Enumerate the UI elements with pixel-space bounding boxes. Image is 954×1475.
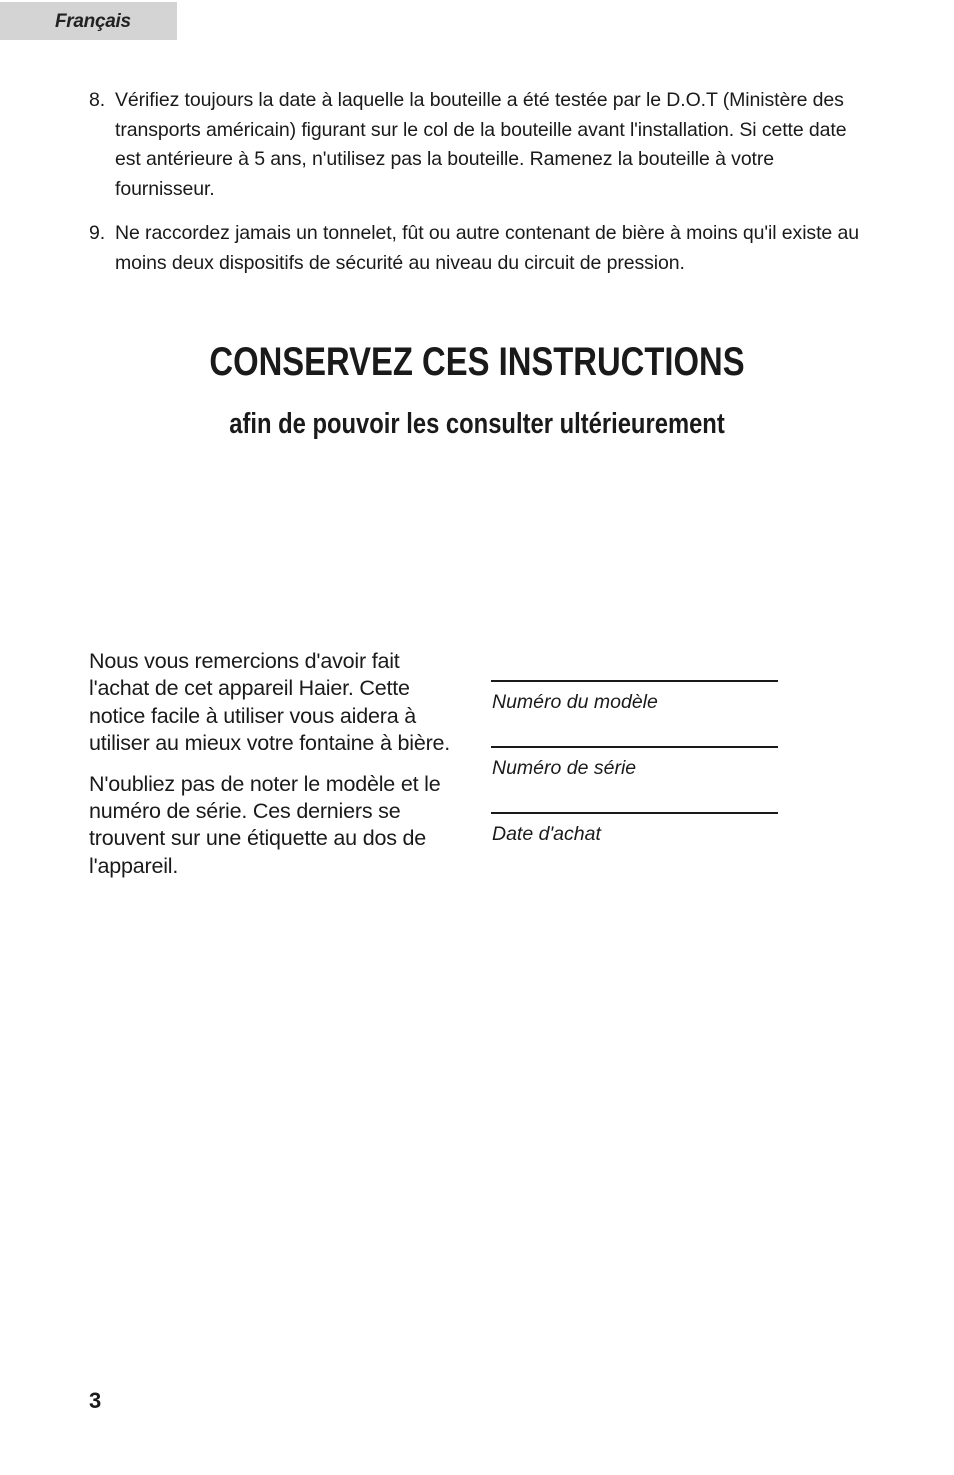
list-item-text: Vérifiez toujours la date à laquelle la bouteille a été testée par le D.O.T (Ministère des transports américain) figurant sur le col de la bouteille avant l'installation. Si cette date est antérieure à 5 ans, n'utilisez pas la bouteille. Ramenez la bouteille à votre fournisseur.: [115, 89, 847, 200]
page-subtitle: afin de pouvoir les consulter ultérieurement: [229, 408, 725, 440]
list-item-number: 8.: [89, 89, 106, 111]
model-number-field[interactable]: [491, 680, 778, 746]
list-item-text: Ne raccordez jamais un tonnelet, fût ou autre contenant de bière à moins qu'il existe au moins deux dispositifs de sécurité au niveau du circuit de pression.: [115, 222, 859, 274]
page-number: 3: [89, 1388, 102, 1413]
list-item: [89, 86, 869, 204]
language-label: Français: [55, 11, 131, 32]
serial-number-label: Numéro de série: [492, 757, 637, 779]
thank-you-text: [89, 648, 461, 893]
model-number-label: Numéro du modèle: [492, 691, 658, 713]
language-tab: [0, 2, 177, 40]
list-item-number: 9.: [89, 222, 106, 244]
purchase-date-field[interactable]: [491, 812, 778, 878]
safety-list: [89, 86, 869, 293]
record-reminder-paragraph: N'oubliez pas de noter le modèle et le numéro de série. Ces derniers se trouvent sur une étiquette au dos de l'appareil.: [89, 771, 441, 878]
purchase-date-label: Date d'achat: [492, 823, 601, 845]
list-item: [89, 219, 869, 278]
serial-number-field[interactable]: [491, 746, 778, 812]
page-title: CONSERVEZ CES INSTRUCTIONS: [209, 340, 745, 384]
thank-you-paragraph: Nous vous remercions d'avoir fait l'achat de cet appareil Haier. Cette notice facile à utiliser vous aidera à utiliser au mieux votre fontaine à bière.: [89, 649, 451, 756]
product-record-form: [491, 680, 778, 878]
